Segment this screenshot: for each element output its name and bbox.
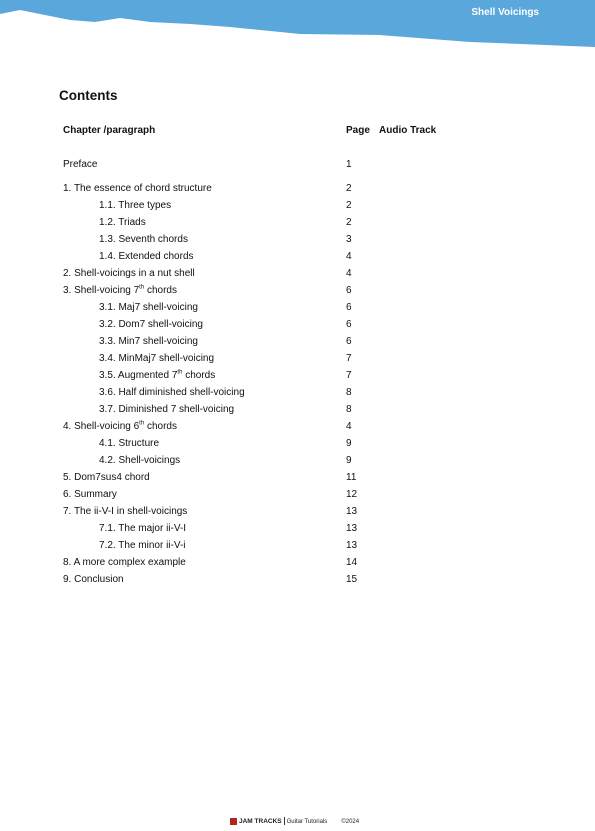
toc-entry-title: 4. Shell-voicing 6th chords [63,420,177,432]
toc-row [0,437,595,451]
toc-entry-page: 7 [346,370,352,381]
toc-entry-page: 11 [346,472,357,483]
toc-entry-page: 6 [346,302,352,313]
toc-row [0,182,595,196]
toc-row [0,522,595,536]
toc-entry-page: 8 [346,387,352,398]
footer-logo-subtitle: Guitar Tutorials [286,819,328,825]
toc-entry-title: 1.3. Seventh chords [99,234,188,245]
toc-entry-title: 3.7. Diminished 7 shell-voicing [99,404,235,415]
toc-row [0,420,595,434]
toc-entry-title: 4.2. Shell-voicings [99,455,181,466]
toc-entry-page: 1 [346,159,352,170]
toc-entry-page: 14 [346,557,358,568]
toc-entry-page: 13 [346,506,358,517]
toc-row [0,352,595,366]
toc-row [0,250,595,264]
toc-entry-title: 3.4. MinMaj7 shell-voicing [99,353,215,364]
column-header-page: Page [346,125,370,136]
toc-row [0,318,595,332]
toc-entry-title: 1.1. Three types [99,200,172,211]
toc-row [0,573,595,587]
toc-entry-page: 2 [346,217,352,228]
toc-entry-page: 2 [346,183,352,194]
toc-entry-title: 1.2. Triads [99,217,146,228]
toc-entry-page: 4 [346,251,352,262]
toc-entry-title: Preface [63,159,98,170]
toc-row [0,158,595,172]
toc-row [0,556,595,570]
column-header-audio-track: Audio Track [379,125,437,136]
toc-row [0,335,595,349]
footer-divider [284,817,285,825]
toc-row [0,454,595,468]
toc-entry-title: 1.4. Extended chords [99,251,194,262]
toc-entry-title: 7.2. The minor ii-V-i [99,540,186,551]
toc-entry-page: 6 [346,319,352,330]
toc-row [0,386,595,400]
toc-entry-title: 3.6. Half diminished shell-voicing [99,387,245,398]
toc-row [0,471,595,485]
toc-entry-page: 9 [346,438,352,449]
toc-entry-title: 7.1. The major ii-V-I [99,523,187,534]
footer-logo: JAM TRACKS [239,818,282,825]
toc-entry-title: 6. Summary [63,489,117,500]
toc-entry-title: 5. Dom7sus4 chord [63,472,150,483]
toc-entry-page: 12 [346,489,358,500]
toc-row [0,284,595,298]
toc-entry-title: 3.1. Maj7 shell-voicing [99,302,198,313]
toc-row [0,505,595,519]
header-title: Shell Voicings [471,7,539,18]
toc-entry-page: 13 [346,523,358,534]
toc-entry-title: 3.3. Min7 shell-voicing [99,336,198,347]
jam-tracks-logo-icon [230,818,237,825]
toc-row [0,216,595,230]
toc-row [0,369,595,383]
contents-heading: Contents [59,88,118,103]
toc-entry-page: 6 [346,285,352,296]
toc-entry-page: 8 [346,404,352,415]
toc-row [0,233,595,247]
toc-entry-page: 6 [346,336,352,347]
toc-entry-title: 9. Conclusion [63,574,124,585]
toc-entry-title: 4.1. Structure [99,438,160,449]
toc-entry-page: 4 [346,268,352,279]
toc-entry-page: 13 [346,540,358,551]
toc-entry-title: 8. A more complex example [63,557,186,568]
toc-entry-page: 2 [346,200,352,211]
toc-entry-page: 7 [346,353,352,364]
toc-row [0,199,595,213]
toc-entry-title: 3.2. Dom7 shell-voicing [99,319,203,330]
toc-entry-page: 9 [346,455,352,466]
toc-entry-title: 2. Shell-voicings in a nut shell [63,268,195,279]
footer-copyright: ©2024 [341,819,360,825]
toc-entry-page: 3 [346,234,352,245]
toc-entry-title: 7. The ii-V-I in shell-voicings [63,506,188,517]
toc-entry-title: 1. The essence of chord structure [63,183,212,194]
toc-entry-page: 15 [346,574,358,585]
toc-entry-title: 3.5. Augmented 7th chords [99,369,216,381]
toc-row [0,403,595,417]
toc-entry-page: 4 [346,421,352,432]
toc-row [0,539,595,553]
footer [230,815,359,829]
toc-entry-title: 3. Shell-voicing 7th chords [63,284,177,296]
toc-row [0,267,595,281]
column-header-chapter: Chapter /paragraph [63,125,156,136]
toc-row [0,488,595,502]
toc-row [0,301,595,315]
